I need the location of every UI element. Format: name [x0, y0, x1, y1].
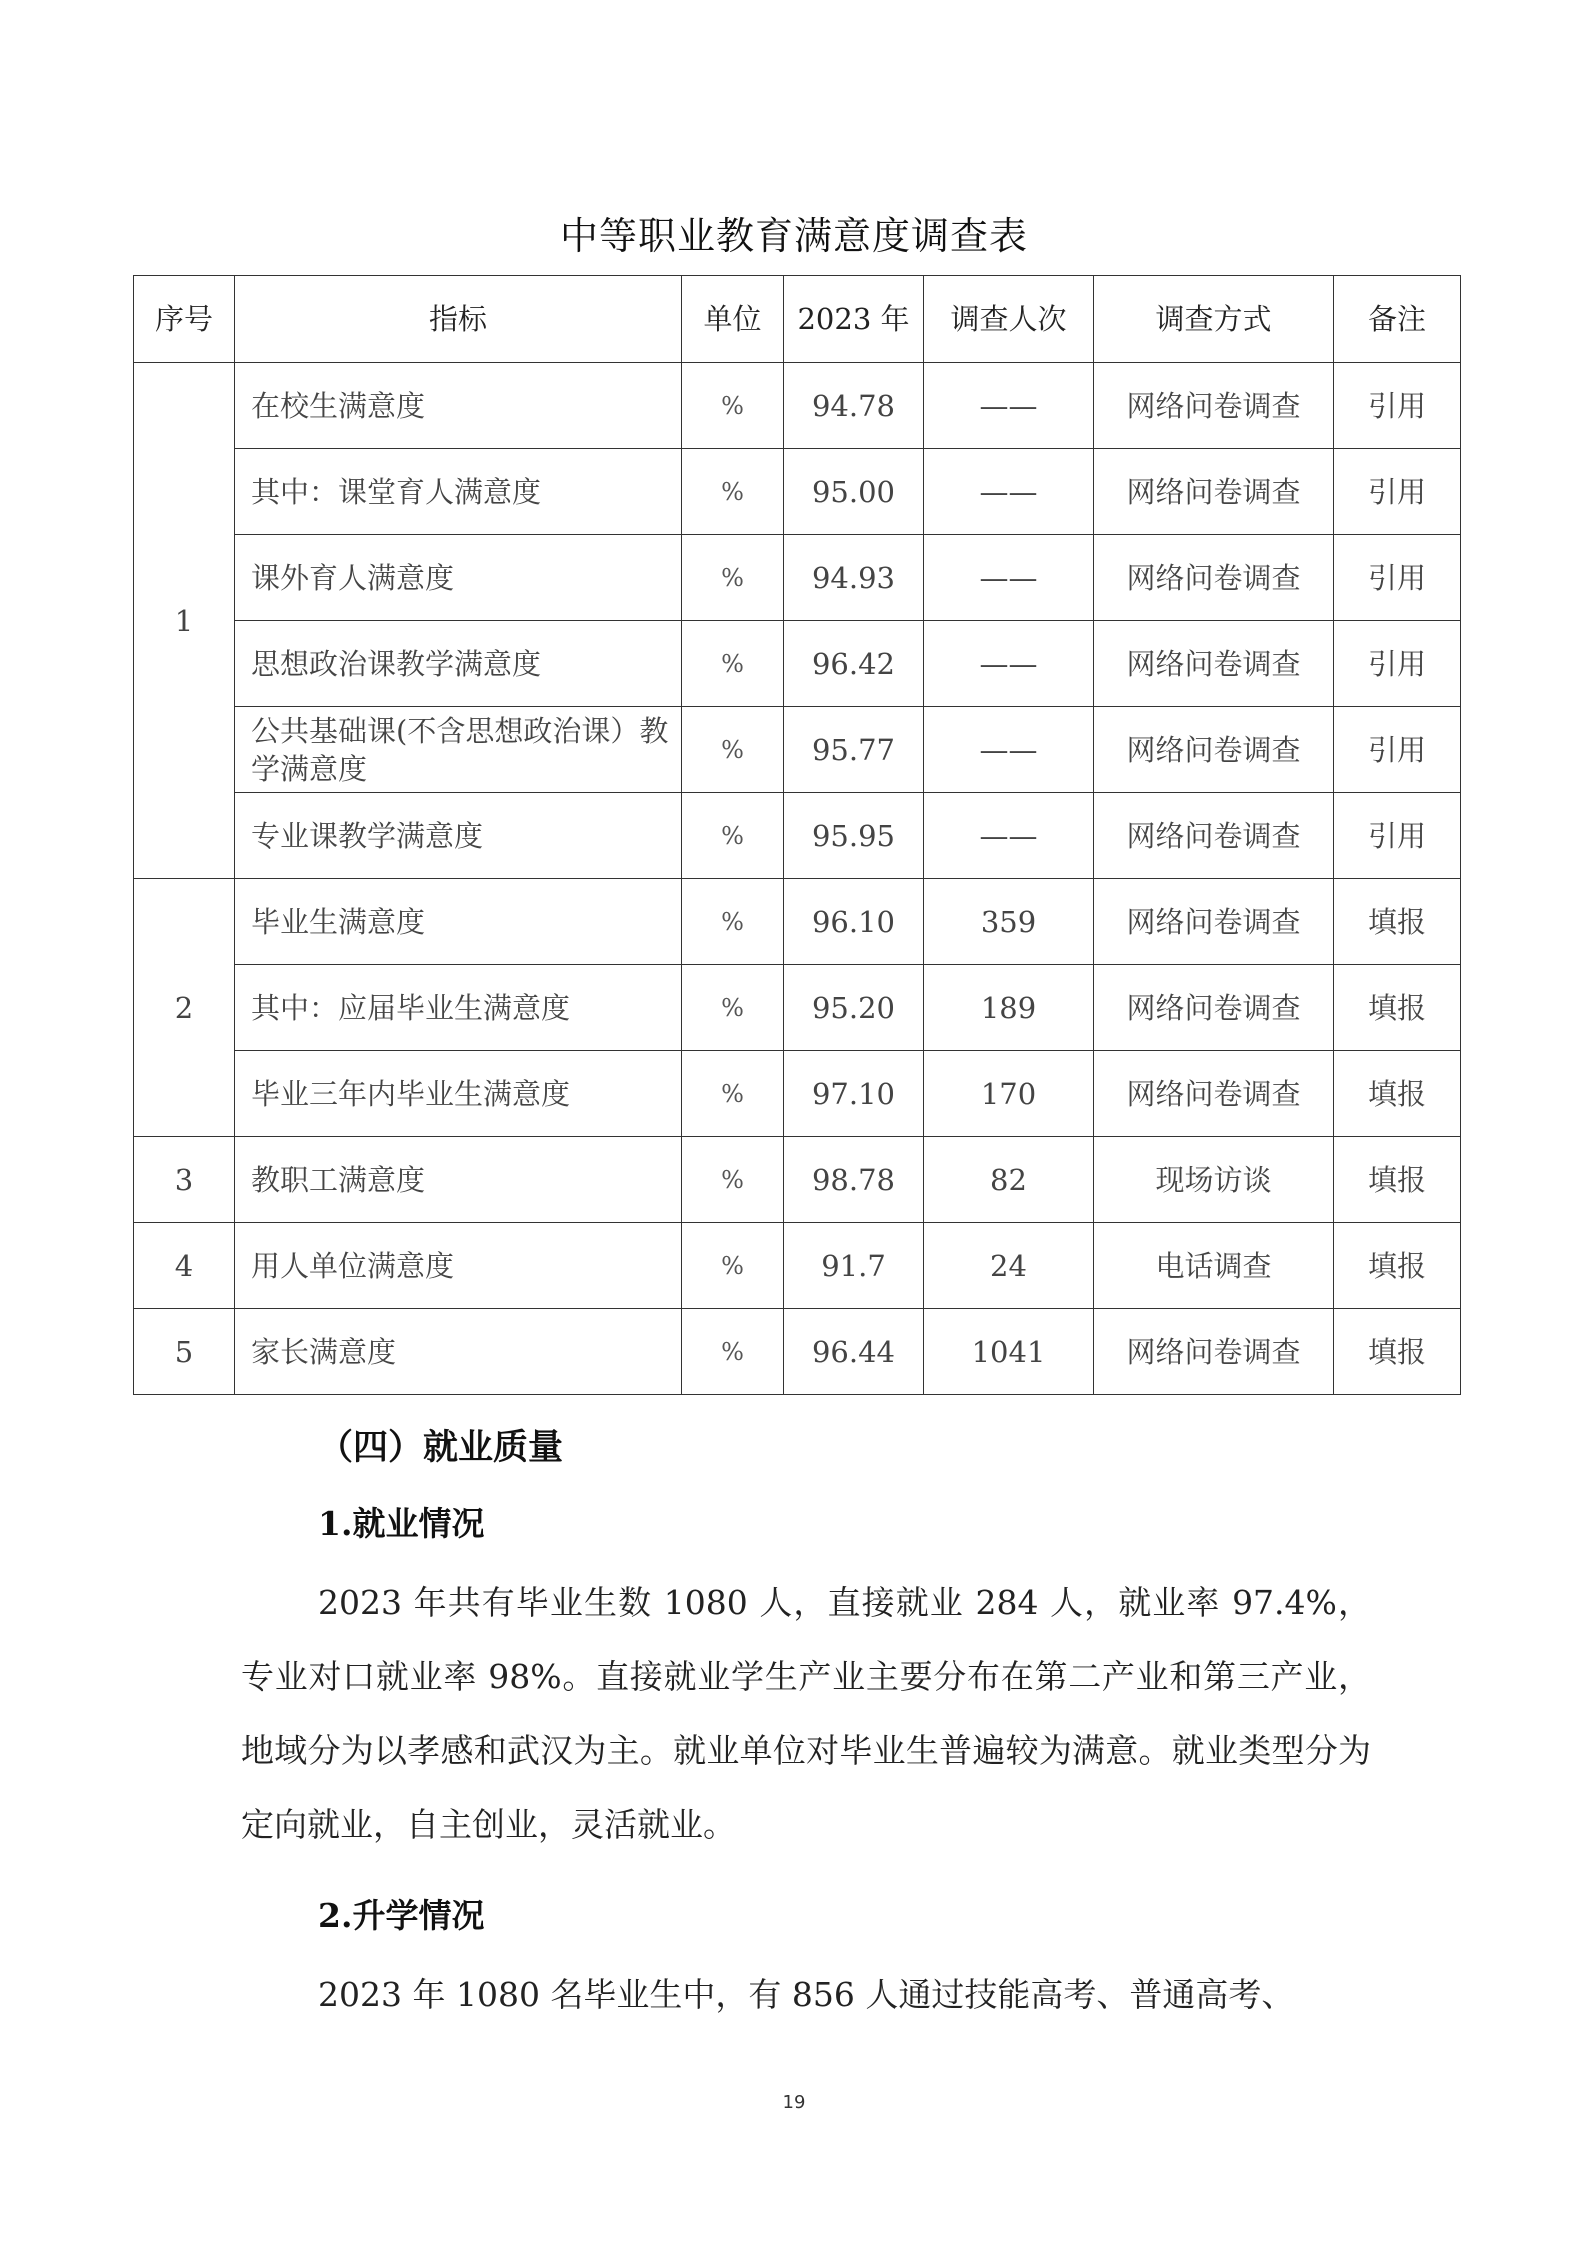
note-cell: 填报	[1334, 1223, 1461, 1309]
further-study-paragraph: 2023 年 1080 名毕业生中，有 856 人通过技能高考、普通高考、	[318, 1975, 1295, 2014]
note-cell: 填报	[1334, 1137, 1461, 1223]
table-row	[134, 707, 1461, 793]
value-2023-cell: 95.20	[784, 965, 924, 1051]
serial-number-cell: 3	[134, 1137, 235, 1223]
header-year: 2023 年	[784, 276, 924, 363]
unit-cell: %	[682, 1051, 784, 1137]
survey-method-cell: 网络问卷调查	[1094, 1051, 1334, 1137]
indicator-cell: 教职工满意度	[235, 1137, 682, 1223]
survey-count-cell: 24	[924, 1223, 1094, 1309]
table-title: 中等职业教育满意度调查表	[559, 214, 1028, 258]
indicator-cell: 用人单位满意度	[235, 1223, 682, 1309]
note-cell: 引用	[1334, 707, 1461, 793]
indicator-cell: 其中：课堂育人满意度	[235, 449, 682, 535]
table-body	[134, 363, 1461, 1395]
note-cell: 引用	[1334, 793, 1461, 879]
table-row	[134, 1137, 1461, 1223]
table-row	[134, 1051, 1461, 1137]
value-2023-cell: 95.95	[784, 793, 924, 879]
note-cell: 引用	[1334, 449, 1461, 535]
table-row	[134, 879, 1461, 965]
unit-cell: %	[682, 879, 784, 965]
unit-cell: %	[682, 621, 784, 707]
indicator-cell: 课外育人满意度	[235, 535, 682, 621]
survey-method-cell: 网络问卷调查	[1094, 1309, 1334, 1395]
note-cell: 引用	[1334, 621, 1461, 707]
note-cell: 引用	[1334, 535, 1461, 621]
table-row	[134, 363, 1461, 449]
serial-number-cell: 4	[134, 1223, 235, 1309]
value-2023-cell: 96.42	[784, 621, 924, 707]
value-2023-cell: 95.77	[784, 707, 924, 793]
indicator-cell: 在校生满意度	[235, 363, 682, 449]
unit-cell: %	[682, 1223, 784, 1309]
survey-count-cell: ——	[924, 707, 1094, 793]
unit-cell: %	[682, 707, 784, 793]
value-2023-cell: 94.78	[784, 363, 924, 449]
note-cell: 填报	[1334, 965, 1461, 1051]
subsection-heading-further-study: 2.升学情况	[318, 1896, 485, 1935]
value-2023-cell: 96.44	[784, 1309, 924, 1395]
note-cell: 填报	[1334, 1309, 1461, 1395]
survey-method-cell: 电话调查	[1094, 1223, 1334, 1309]
value-2023-cell: 94.93	[784, 535, 924, 621]
survey-count-cell: 170	[924, 1051, 1094, 1137]
indicator-cell: 家长满意度	[235, 1309, 682, 1395]
header-count: 调查人次	[924, 276, 1094, 363]
indicator-cell: 毕业三年内毕业生满意度	[235, 1051, 682, 1137]
table-row	[134, 1309, 1461, 1395]
unit-cell: %	[682, 535, 784, 621]
note-cell: 填报	[1334, 879, 1461, 965]
unit-cell: %	[682, 793, 784, 879]
page-number: 19	[782, 2092, 806, 2113]
indicator-cell: 专业课教学满意度	[235, 793, 682, 879]
table-row	[134, 1223, 1461, 1309]
survey-count-cell: ——	[924, 363, 1094, 449]
employment-paragraph: 2023 年共有毕业生数 1080 人，直接就业 284 人，就业率 97.4%，专业对口就业率 98%。直接就业学生产业主要分布在第二产业和第三产业，地域分为以孝感和武汉为主。就业单位对毕业生普遍较为满意。就业类型分为定向就业，自主创业，灵活就业。	[241, 1583, 1371, 1844]
survey-method-cell: 网络问卷调查	[1094, 707, 1334, 793]
header-no: 序号	[134, 276, 235, 363]
survey-method-cell: 网络问卷调查	[1094, 965, 1334, 1051]
section-heading: （四）就业质量	[318, 1427, 564, 1468]
unit-cell: %	[682, 965, 784, 1051]
survey-count-cell: ——	[924, 793, 1094, 879]
value-2023-cell: 96.10	[784, 879, 924, 965]
value-2023-cell: 97.10	[784, 1051, 924, 1137]
unit-cell: %	[682, 449, 784, 535]
serial-number-cell: 5	[134, 1309, 235, 1395]
survey-method-cell: 网络问卷调查	[1094, 535, 1334, 621]
note-cell: 引用	[1334, 363, 1461, 449]
indicator-cell: 其中：应届毕业生满意度	[235, 965, 682, 1051]
survey-method-cell: 网络问卷调查	[1094, 363, 1334, 449]
table-row	[134, 793, 1461, 879]
serial-number-cell: 2	[134, 879, 235, 1137]
table-row	[134, 449, 1461, 535]
survey-count-cell: ——	[924, 449, 1094, 535]
survey-method-cell: 网络问卷调查	[1094, 879, 1334, 965]
header-method: 调查方式	[1094, 276, 1334, 363]
value-2023-cell: 98.78	[784, 1137, 924, 1223]
survey-method-cell: 网络问卷调查	[1094, 793, 1334, 879]
survey-method-cell: 现场访谈	[1094, 1137, 1334, 1223]
survey-count-cell: 82	[924, 1137, 1094, 1223]
survey-count-cell: ——	[924, 621, 1094, 707]
satisfaction-survey-table	[133, 275, 1461, 1395]
survey-count-cell: 189	[924, 965, 1094, 1051]
indicator-cell: 思想政治课教学满意度	[235, 621, 682, 707]
note-cell: 填报	[1334, 1051, 1461, 1137]
header-note: 备注	[1334, 276, 1461, 363]
unit-cell: %	[682, 363, 784, 449]
serial-number-cell: 1	[134, 363, 235, 879]
subsection-heading-employment: 1.就业情况	[318, 1504, 485, 1543]
table-header-row	[134, 276, 1461, 363]
header-unit: 单位	[682, 276, 784, 363]
survey-method-cell: 网络问卷调查	[1094, 621, 1334, 707]
value-2023-cell: 91.7	[784, 1223, 924, 1309]
unit-cell: %	[682, 1309, 784, 1395]
indicator-cell: 毕业生满意度	[235, 879, 682, 965]
header-indicator: 指标	[235, 276, 682, 363]
table-row	[134, 535, 1461, 621]
survey-count-cell: 1041	[924, 1309, 1094, 1395]
survey-method-cell: 网络问卷调查	[1094, 449, 1334, 535]
table-row	[134, 621, 1461, 707]
indicator-cell: 公共基础课(不含思想政治课）教学满意度	[235, 707, 682, 793]
survey-count-cell: ——	[924, 535, 1094, 621]
value-2023-cell: 95.00	[784, 449, 924, 535]
survey-count-cell: 359	[924, 879, 1094, 965]
unit-cell: %	[682, 1137, 784, 1223]
table-row	[134, 965, 1461, 1051]
